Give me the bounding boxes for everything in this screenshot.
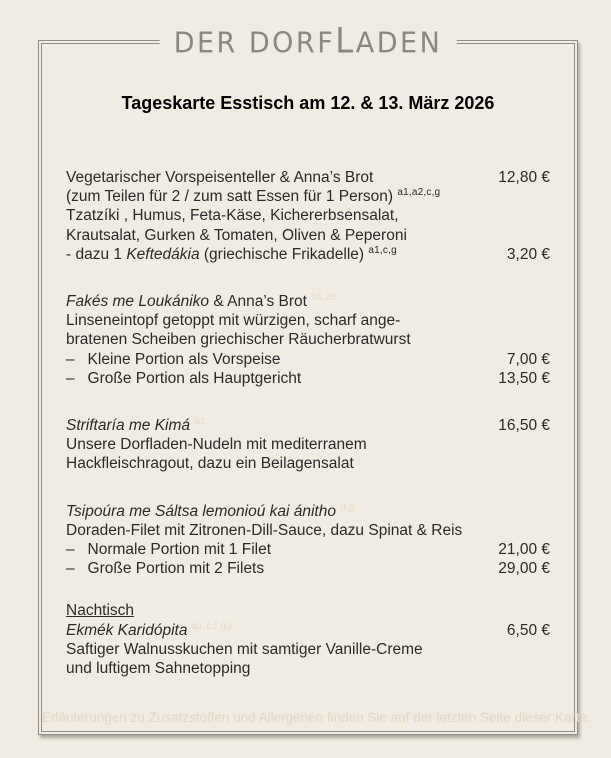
menu-line — [66, 168, 550, 187]
line-text — [66, 559, 264, 578]
line-text — [66, 435, 367, 454]
text-segment: Krautsalat, Gurken & Tomaten, Oliven & Peperoni — [66, 226, 407, 244]
menu-section — [66, 601, 550, 678]
line-price: 12,80 € — [498, 169, 550, 186]
menu-line — [66, 226, 550, 245]
line-price: 16,50 € — [498, 417, 550, 435]
menu-line — [66, 245, 550, 264]
text-segment: (zum Teilen für 2 / zum satt Essen für 1 Person) — [66, 188, 398, 206]
text-segment: Striftaría me Kimá — [66, 417, 191, 435]
menu-line — [66, 454, 550, 473]
text-segment: – Normale Portion mit 1 Filet — [66, 541, 272, 559]
line-text — [66, 640, 423, 659]
allergen-superscript: a1,a5 — [311, 291, 338, 303]
text-segment: (griechische Frikadelle) — [199, 245, 369, 263]
line-text — [66, 330, 411, 349]
text-segment: Tzatzíki , Humus, Feta-Käse, Kichererbsensalat, — [66, 207, 399, 225]
menu-line — [66, 350, 550, 369]
text-segment: bratenen Scheiben griechischer Räucherbratwurst — [66, 331, 411, 349]
menu-sections — [66, 168, 550, 678]
text-segment: Hackfleischragout, dazu ein Beilagensalat — [66, 455, 354, 473]
menu-line — [66, 292, 550, 311]
menu-line — [66, 559, 550, 578]
line-price: 3,20 € — [506, 245, 550, 263]
menu-section — [66, 292, 550, 388]
text-segment: und luftigem Sahnetopping — [66, 660, 251, 678]
line-text — [66, 292, 337, 311]
allergen-superscript: a1 — [194, 415, 206, 427]
brand-logo-part1: DER DORF — [173, 27, 336, 60]
text-segment: Keftedákia — [126, 245, 200, 263]
allergen-superscript: a1,c,f,g,l — [191, 620, 232, 632]
text-segment: Ekmék Karidópita — [66, 621, 188, 639]
line-price: 29,00 € — [498, 560, 550, 578]
text-segment: Tsipoúra me Sáltsa lemonioú kai ánitho — [66, 502, 336, 520]
allergen-superscript: a1,a2,c,g — [397, 187, 441, 199]
menu-line — [66, 311, 550, 330]
line-price: 6,50 € — [506, 621, 550, 639]
text-segment: Unsere Dorfladen-Nudeln mit mediterranem — [66, 436, 367, 454]
line-price: 13,50 € — [498, 369, 550, 387]
line-price: 7,00 € — [506, 350, 550, 368]
allergen-superscript: a1,c,g — [368, 244, 397, 256]
allergen-footnote: Erläuterungen zu Zusatzstoffen und Allergenen finden Sie auf der letzten Seite dieser Karte. — [42, 710, 592, 725]
menu-section — [66, 502, 550, 579]
text-segment: - dazu 1 — [66, 245, 127, 263]
menu-line — [66, 187, 550, 206]
line-price: 21,00 € — [498, 541, 550, 559]
line-text — [66, 369, 301, 388]
menu-line — [66, 601, 550, 620]
text-segment: – Große Portion als Hauptgericht — [66, 369, 302, 387]
menu-line — [66, 521, 550, 540]
line-text — [66, 226, 407, 245]
line-text — [66, 502, 355, 521]
text-segment: – Große Portion mit 2 Filets — [66, 560, 265, 578]
brand-logo — [160, 20, 457, 62]
line-text — [66, 350, 281, 369]
menu-line — [66, 206, 550, 225]
menu-frame — [38, 20, 592, 735]
text-segment: Saftiger Walnusskuchen mit samtiger Vanille-Creme — [66, 640, 423, 658]
text-segment: Linseneintopf getoppt mit würzigen, scharf ange- — [66, 312, 401, 330]
line-text — [66, 168, 373, 187]
menu-line — [66, 416, 550, 435]
allergen-superscript: d,g — [340, 501, 355, 513]
text-segment: Vegetarischer Vorspeisenteller & Anna’s Brot — [66, 169, 374, 186]
text-segment: & Anna’s Brot — [209, 293, 312, 311]
line-text — [66, 521, 462, 540]
brand-logo-part3: ADEN — [355, 27, 443, 60]
line-text — [66, 187, 440, 206]
menu-title: Tageskarte Esstisch am 12. & 13. März 2026 — [121, 93, 495, 113]
menu-line — [66, 369, 550, 388]
menu-line — [66, 621, 550, 640]
menu-line — [66, 540, 550, 559]
brand-logo-part2: L — [335, 20, 356, 62]
line-text — [66, 601, 134, 620]
text-segment: Nachtisch — [66, 602, 135, 620]
line-text — [66, 416, 206, 435]
line-text — [66, 206, 399, 225]
text-segment: – Kleine Portion als Vorspeise — [66, 350, 281, 368]
menu-line — [66, 640, 550, 659]
text-segment: Fakés me Loukániko — [66, 293, 210, 311]
menu-section — [66, 416, 550, 474]
line-text — [66, 454, 354, 473]
menu-section — [66, 168, 550, 264]
menu-line — [66, 435, 550, 454]
line-text — [66, 659, 250, 678]
menu-line — [66, 330, 550, 349]
line-text — [66, 540, 271, 559]
line-text — [66, 621, 232, 640]
text-segment: Doraden-Filet mit Zitronen-Dill-Sauce, dazu Spinat & Reis — [66, 521, 463, 539]
line-text — [66, 245, 397, 264]
menu-line — [66, 659, 550, 678]
menu-line — [66, 502, 550, 521]
line-text — [66, 311, 400, 330]
